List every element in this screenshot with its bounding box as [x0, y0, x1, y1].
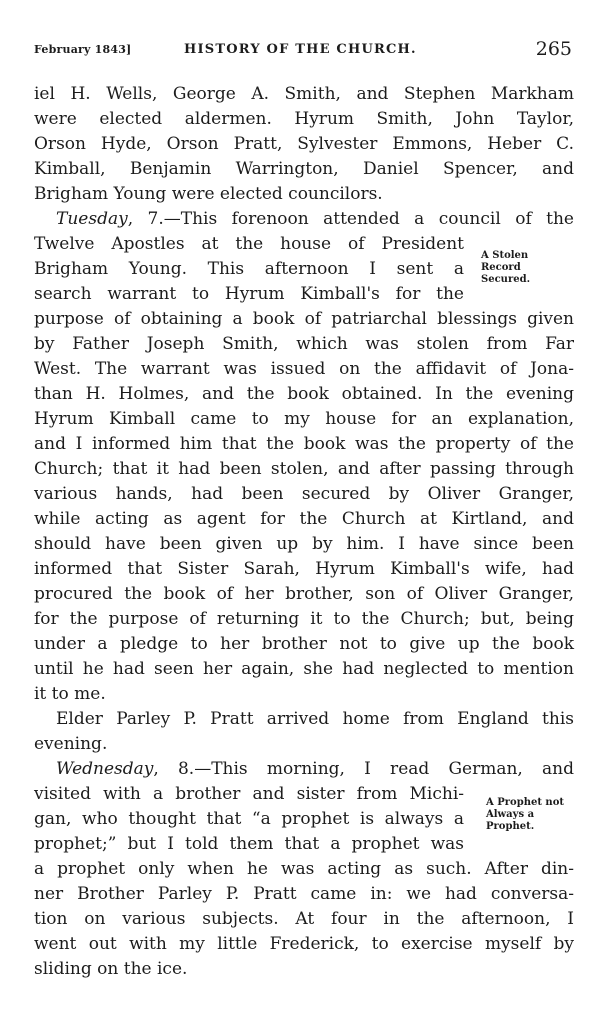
text-line: it to me.	[34, 684, 106, 704]
text-line: and I informed him that the book was the property of the	[34, 434, 574, 454]
running-header	[34, 38, 572, 64]
text-line: Orson Hyde, Orson Pratt, Sylvester Emmons, Heber C.	[34, 134, 574, 154]
text-run: , 8.—This morning, I read German, and	[153, 759, 574, 779]
text-line: Hyrum Kimball came to my house for an explanation,	[34, 409, 574, 429]
text-line: a prophet only when he was acting as such. After din-	[34, 859, 574, 879]
margin-note-line: Secured.	[481, 274, 531, 285]
margin-note-line: A Stolen	[481, 250, 529, 261]
text-line: purpose of obtaining a book of patriarchal blessings given	[34, 309, 574, 329]
text-line: ner Brother Parley P. Pratt came in: we had conversa-	[34, 884, 574, 904]
text-line: Brigham Young were elected councilors.	[34, 184, 383, 204]
page-number: 265	[535, 38, 572, 60]
day-heading: Tuesday	[56, 209, 128, 229]
text-line: while acting as agent for the Church at Kirtland, and	[34, 509, 574, 529]
text-line: for the purpose of returning it to the Church; but, being	[34, 609, 574, 629]
text-line: under a pledge to her brother not to give up the book	[34, 634, 574, 654]
text-line: sliding on the ice.	[34, 959, 188, 979]
text-line: than H. Holmes, and the book obtained. In the evening	[34, 384, 574, 404]
header-date: February 1843]	[34, 43, 132, 56]
text-run: , 7.—This forenoon attended a council of the	[127, 209, 574, 229]
day-heading: Wednesday	[56, 759, 154, 779]
margin-note-line: Prophet.	[486, 821, 535, 832]
text-line: Church; that it had been stolen, and after passing through	[34, 459, 574, 479]
margin-note	[481, 250, 530, 286]
text-line: visited with a brother and sister from Michi-	[34, 784, 464, 804]
margin-note-line: A Prophet not	[486, 797, 564, 808]
text-line: went out with my little Frederick, to exercise myself by	[34, 934, 574, 954]
text-line: prophet;” but I told them that a prophet was	[34, 834, 464, 854]
margin-note-line: Record	[481, 262, 521, 273]
text-line: various hands, had been secured by Oliver Granger,	[34, 484, 574, 504]
text-line: procured the book of her brother, son of Oliver Granger,	[34, 584, 574, 604]
margin-note	[486, 797, 564, 833]
text-line: West. The warrant was issued on the affidavit of Jona-	[34, 359, 574, 379]
text-line: Brigham Young. This afternoon I sent a	[34, 259, 464, 279]
text-line: until he had seen her again, she had neglected to mention	[34, 659, 574, 679]
text-line: tion on various subjects. At four in the afternoon, I	[34, 909, 574, 929]
margin-note-line: Always a	[486, 809, 535, 820]
text-line: were elected aldermen. Hyrum Smith, John Taylor,	[34, 109, 574, 129]
text-line: should have been given up by him. I have since been	[34, 534, 574, 554]
text-line	[34, 757, 574, 781]
text-line: Kimball, Benjamin Warrington, Daniel Spencer, and	[34, 159, 574, 179]
text-line: search warrant to Hyrum Kimball's for the	[34, 284, 464, 304]
text-line: Elder Parley P. Pratt arrived home from England this	[56, 709, 574, 729]
header-title: HISTORY OF THE CHURCH.	[184, 42, 417, 57]
text-line: informed that Sister Sarah, Hyrum Kimball's wife, had	[34, 559, 574, 579]
text-line: by Father Joseph Smith, which was stolen from Far	[34, 334, 574, 354]
text-line: gan, who thought that “a prophet is always a	[34, 809, 464, 829]
text-line: iel H. Wells, George A. Smith, and Stephen Markham	[34, 84, 574, 104]
text-line	[34, 207, 574, 231]
text-line: evening.	[34, 734, 108, 754]
text-line: Twelve Apostles at the house of President	[34, 234, 464, 254]
